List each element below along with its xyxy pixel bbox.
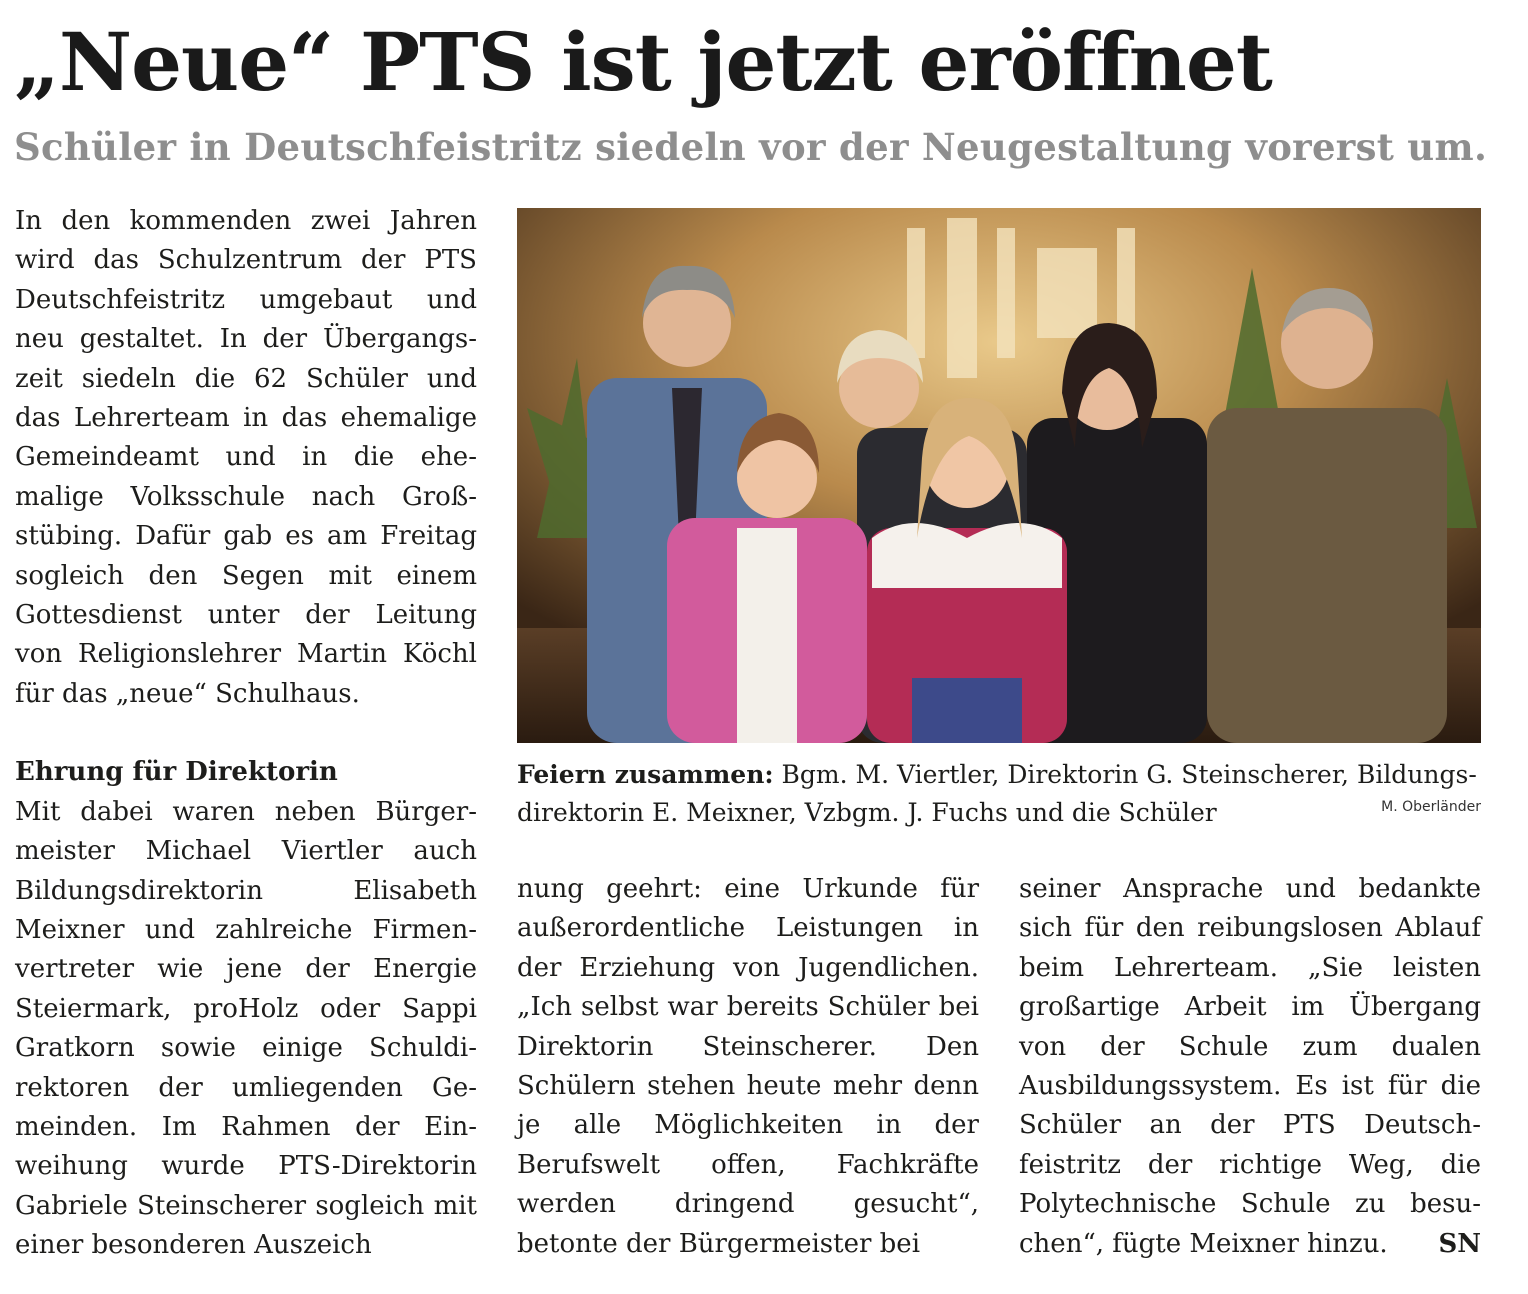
section-paragraph-2: nung geehrt: eine Urkunde für außerordentliche Leistungen in der Erziehung von Jugendlichen. „Ich selbst war bereits Schüler bei Direktorin Steinscherer. Den Schülern stehen heute mehr denn je alle Möglichkeiten in der Berufswelt offen, Fachkräfte werden dringend gesucht“, betonte der Bürgermeister bei <box>517 874 979 1259</box>
column-1 <box>15 202 477 1266</box>
section-paragraph-3 <box>1019 870 1481 1264</box>
section-heading: Ehrung für Direktorin <box>15 757 338 788</box>
column-3 <box>1019 870 1481 1264</box>
caption-lead: Feiern zusammen: <box>517 760 774 789</box>
group-photo-illustration <box>517 208 1481 743</box>
caption-text: Bgm. M. Viertler, Direktorin G. Steinscherer, Bildungsdirektorin E. Meixner, Vzbgm. J. Fuchs und die Schüler <box>517 760 1477 827</box>
article-photo <box>517 208 1481 743</box>
photo-caption <box>517 756 1481 832</box>
intro-paragraph: In den kommenden zwei Jahren wird das Schulzentrum der PTS Deutschfeistritz umgebaut und neu gestaltet. In der Übergangszeit siedeln die 62 Schüler und das Lehrerteam in das ehemalige Gemeindeamt und in die ehemalige Volksschule nach Großstübing. Dafür gab es am Freitag sogleich den Segen mit einem Gottesdienst unter der Leitung von Religionslehrer Martin Köchl für das „neue“ Schulhaus. <box>15 206 477 709</box>
headline: „Neue“ PTS ist jetzt eröffnet <box>14 15 1272 109</box>
section-paragraph-1: Mit dabei waren neben Bürgermeister Michael Viertler auch Bildungsdirektorin Elisabeth Meixner und zahlreiche Firmenvertreter wie jene der Energie Steiermark, proHolz oder Sappi Gratkorn sowie einige Schuldirektoren der umliegenden Gemeinden. Im Rahmen der Einweihung wurde PTS-Direktorin Gabriele Steinscherer sogleich mit einer besonderen Auszeich <box>15 796 477 1261</box>
column-2 <box>517 870 979 1264</box>
author-signature: SN <box>1438 1228 1481 1259</box>
photo-credit: M. Oberländer <box>1381 799 1481 815</box>
section-paragraph-3-text: seiner Ansprache und bedankte sich für den reibungslosen Ablauf beim Lehrerteam. „Sie leisten großartige Arbeit im Übergang von der Schule zum dualen Ausbildungssystem. Es ist für die Schüler an der PTS Deutschfeistritz der richtige Weg, die Polytechnische Schule zu besuchen“, fügte Meixner hinzu. <box>1019 874 1481 1259</box>
subheadline: Schüler in Deutschfeistritz siedeln vor der Neugestaltung vorerst um. <box>14 125 1488 169</box>
